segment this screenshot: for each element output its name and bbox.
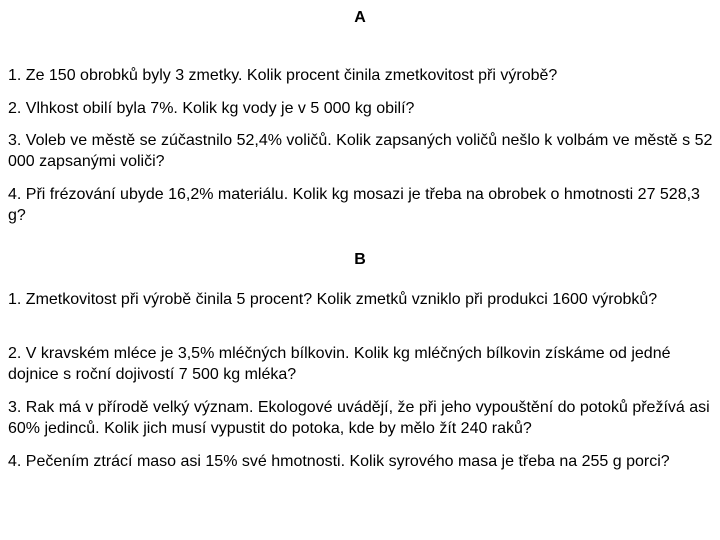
section-a-question-3: 3. Voleb ve městě se zúčastnilo 52,4% voličů. Kolik zapsaných voličů nešlo k volbám ve městě s 52 000 zapsanými voliči? [8, 132, 713, 170]
section-a-question-2: 2. Vlhkost obilí byla 7%. Kolik kg vody je v 5 000 kg obilí? [8, 100, 415, 117]
section-b-heading: B [354, 251, 366, 268]
section-b-question-1: 1. Zmetkovitost při výrobě činila 5 procent? Kolik zmetků vzniklo při produkci 1600 výrobků? [8, 291, 658, 308]
section-b-question-2: 2. V kravském mléce je 3,5% mléčných bílkovin. Kolik kg mléčných bílkovin získáme od jedné dojnice s roční dojivostí 7 500 kg mléka? [8, 345, 671, 383]
section-a-heading: A [354, 9, 366, 26]
section-b-question-3: 3. Rak má v přírodě velký význam. Ekologové uvádějí, že při jeho vypouštění do potoků přežívá asi 60% jedinců. Kolik jich musí vypustit do potoka, kde by mělo žít 240 raků? [8, 399, 710, 437]
section-b-question-4: 4. Pečením ztrácí maso asi 15% své hmotnosti. Kolik syrového masa je třeba na 255 g porci? [8, 453, 670, 470]
section-a-question-4: 4. Při frézování ubyde 16,2% materiálu. Kolik kg mosazi je třeba na obrobek o hmotnosti 27 528,3 g? [8, 186, 700, 224]
section-a-question-1: 1. Ze 150 obrobků byly 3 zmetky. Kolik procent činila zmetkovitost při výrobě? [8, 67, 558, 84]
